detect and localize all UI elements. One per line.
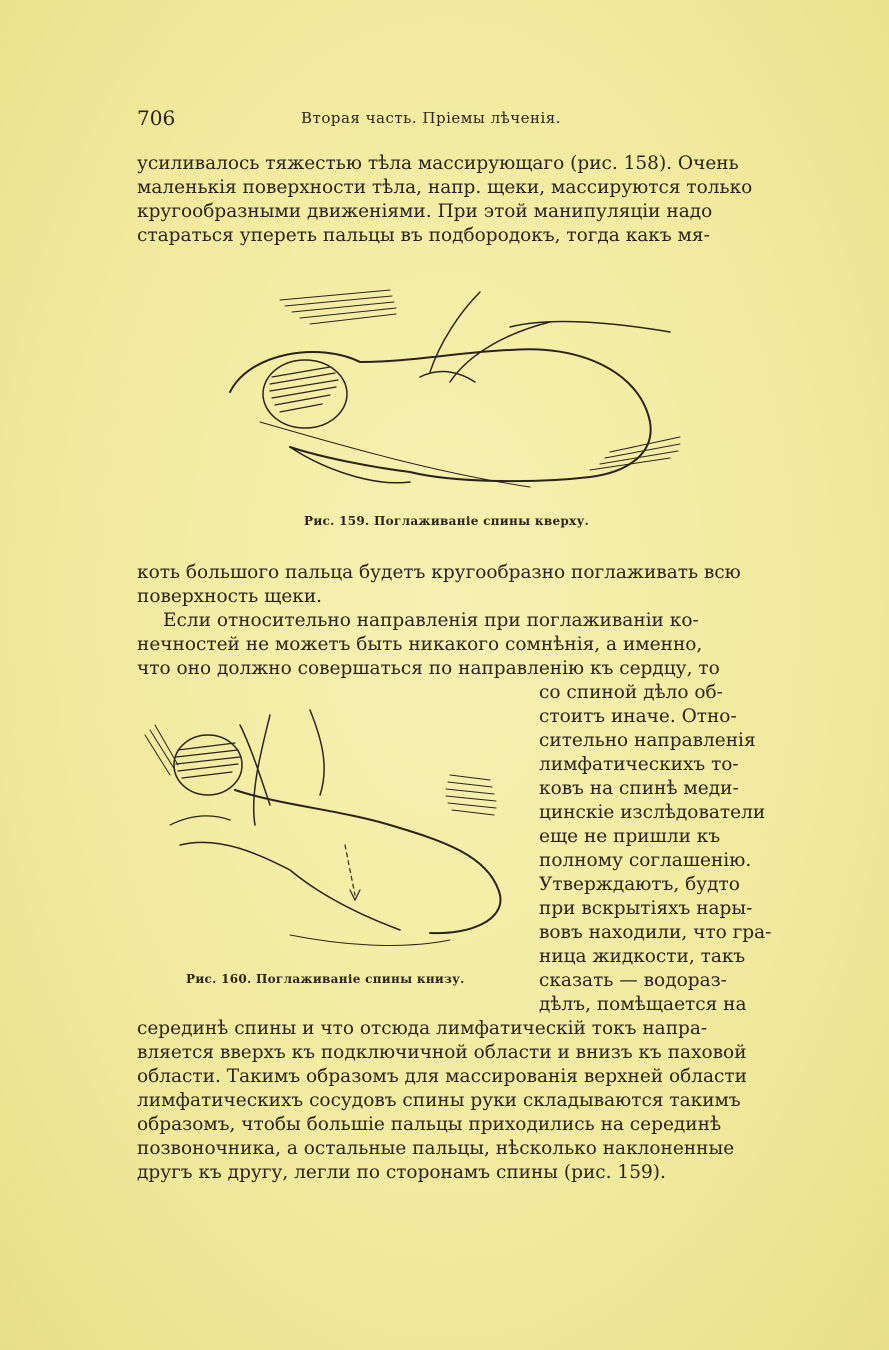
text-line: вовъ находили, что гра- [539,922,772,943]
paragraph-2 [137,561,773,609]
text-line: усиливалось тяжестью тѣла массирующаго (рис. 158). Очень [137,153,739,174]
text-line: другъ къ другу, легли по сторонамъ спины (рис. 159). [137,1162,666,1183]
text-line: полному соглашенію. [539,850,752,871]
text-line: поверхность щеки. [137,586,323,607]
text-line: нечностей не можетъ быть никакого сомнѣнія, а именно, [137,634,703,655]
text-line: лимфатическихъ то- [539,754,739,775]
page-header [137,106,772,134]
text-line: ковъ на спинѣ меди- [539,778,739,799]
text-line: сказать — водораз- [539,970,727,991]
text-line: при вскрытіяхъ нары- [539,898,753,919]
text-line: области. Такимъ образомъ для массированія верхней области [137,1066,747,1087]
text-line: со спиной дѣло об- [539,682,723,703]
text-line: серединѣ спины и что отсюда лимфатическій токъ напра- [137,1018,708,1039]
text-line: цинскіе изслѣдователи [539,802,766,823]
figure-160-caption: Рис. 160. Поглаживаніе спины книзу. [186,972,465,986]
text-line: сительно направленія [539,730,756,751]
text-line: стараться упереть пальцы въ подбородокъ, тогда какъ мя- [137,225,710,246]
text-line: Если относительно направленія при поглаживаніи ко- [163,610,699,631]
running-head: Вторая часть. Пріемы лѣченія. [301,109,562,127]
text-line: позвоночника, а остальные пальцы, нѣсколько наклоненные [137,1138,735,1159]
text-line: что оно должно совершаться по направленію къ сердцу, то [137,658,720,679]
text-line: еще не пришли къ [539,826,721,847]
text-line: лимфатическихъ сосудовъ спины руки складываются такимъ [137,1090,741,1111]
text-line: ница жидкости, такъ [539,946,746,967]
text-line: коть большого пальца будетъ кругообразно поглаживать всю [137,562,741,583]
paragraph-3-column [539,681,772,1017]
text-line: дѣлъ, помѣщается на [539,994,747,1015]
figure-160-illustration [140,695,525,965]
paragraph-1 [137,152,773,248]
text-line: вляется вверхъ къ подключичной области и внизъ къ паховой [137,1042,747,1063]
page-number: 706 [137,106,176,130]
paragraph-3-tail [137,1017,773,1185]
text-line: стоитъ иначе. Отно- [539,706,737,727]
text-line: маленькія поверхности тѣла, напр. щеки, массируются только [137,177,753,198]
text-line: Утверждаютъ, будто [539,874,740,895]
paragraph-3-full [137,609,773,681]
figure-159-caption: Рис. 159. Поглаживаніе спины кверху. [304,514,590,528]
text-line: кругообразными движеніями. При этой манипуляціи надо [137,201,713,222]
text-line: образомъ, чтобы большіе пальцы приходились на серединѣ [137,1114,722,1135]
figure-159-illustration [210,272,690,504]
